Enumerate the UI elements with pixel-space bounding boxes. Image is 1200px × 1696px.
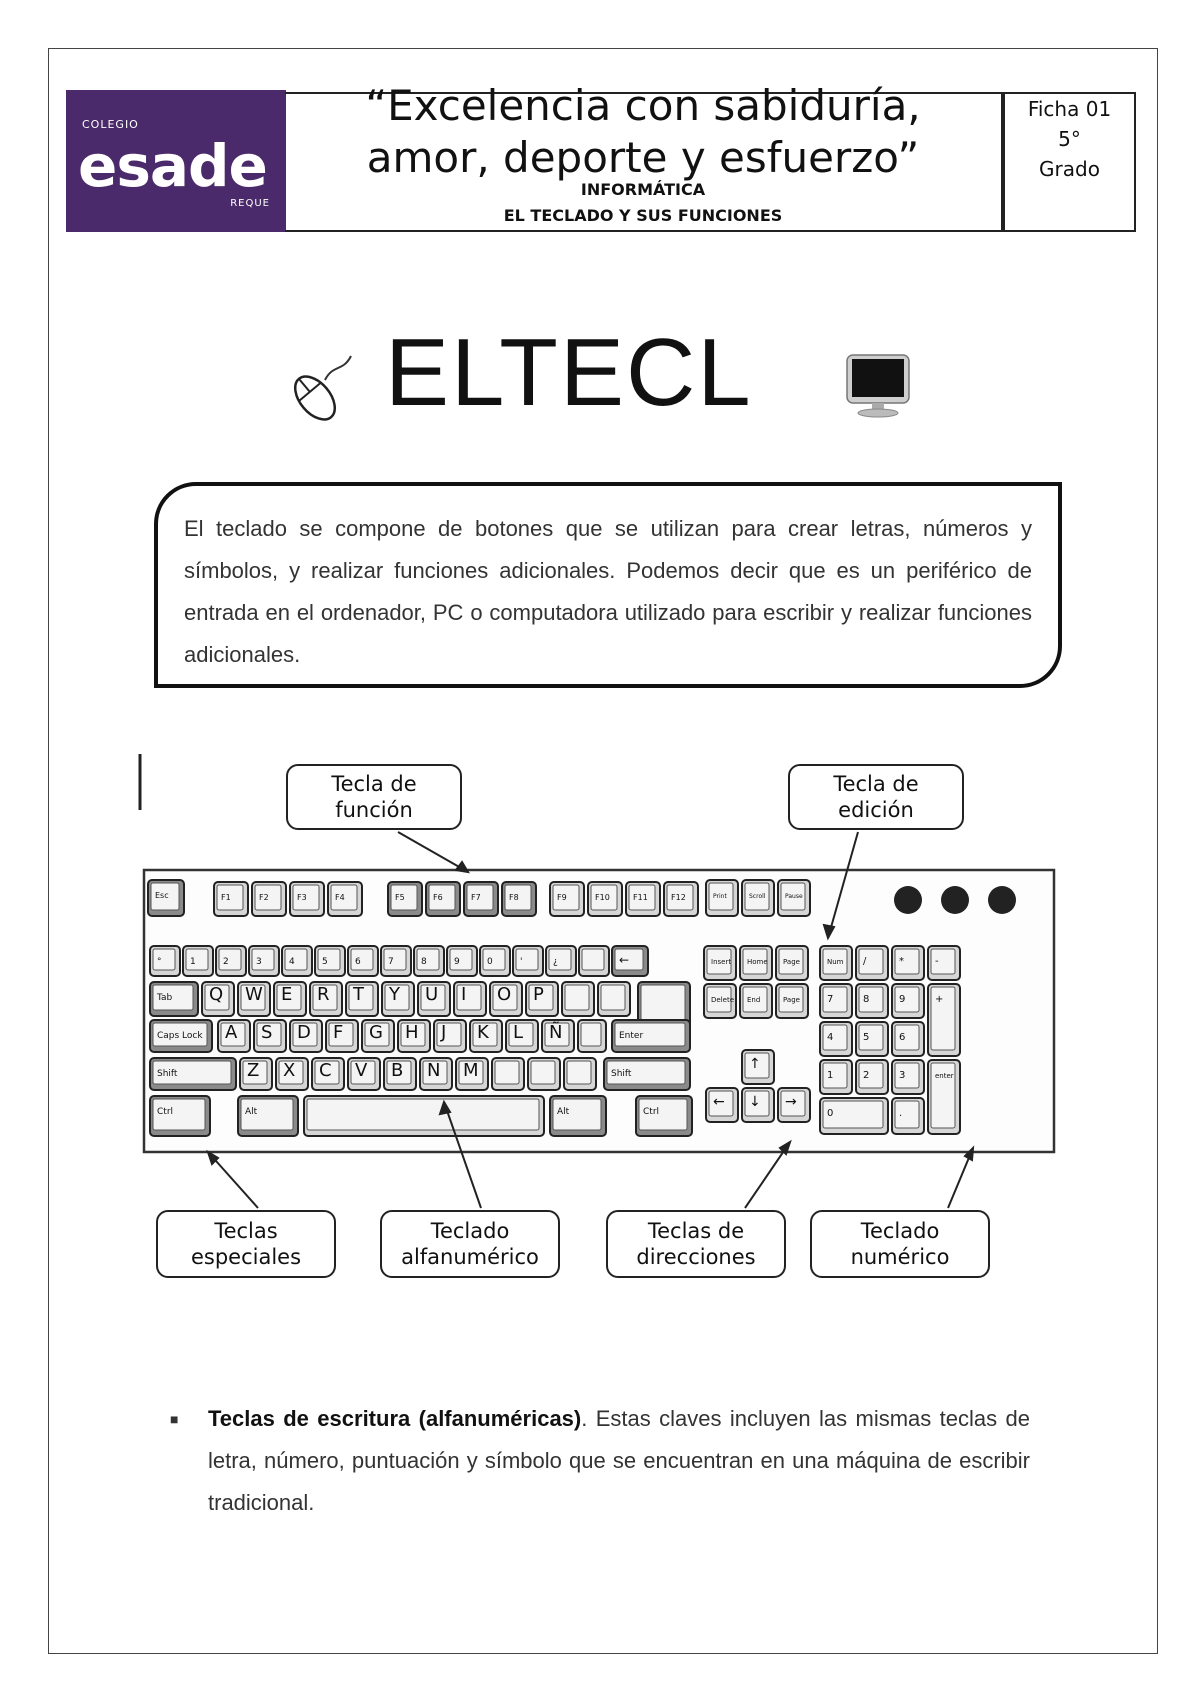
label-function-keys bbox=[286, 764, 462, 830]
key-g-label: G bbox=[369, 1022, 383, 1043]
key-num-3 bbox=[249, 946, 279, 976]
key-r-label: R bbox=[317, 984, 330, 1005]
key-b-label: B bbox=[391, 1060, 404, 1081]
keyboard-figure bbox=[138, 750, 1058, 1290]
label-direction-line1: Teclas de bbox=[647, 1219, 745, 1243]
key-num-5 bbox=[315, 946, 345, 976]
key-np-plus bbox=[928, 984, 960, 1056]
key-v bbox=[348, 1058, 380, 1090]
key-num-12-label: ¿ bbox=[553, 957, 558, 967]
key-sys-2 bbox=[778, 880, 810, 916]
key-esc-label: Esc bbox=[155, 891, 169, 900]
key-f11 bbox=[626, 882, 660, 916]
key-backspace bbox=[612, 946, 648, 976]
key-c-label: C bbox=[319, 1060, 332, 1081]
motto-line-1: “Excelencia con sabiduría, bbox=[365, 81, 921, 130]
monitor-icon bbox=[845, 353, 911, 419]
label-numeric-keys bbox=[810, 1210, 990, 1278]
motto-line-2: amor, deporte y esfuerzo” bbox=[366, 133, 920, 182]
key-np-decimal bbox=[892, 1098, 924, 1134]
key-num-12 bbox=[546, 946, 576, 976]
label-function-line2: función bbox=[335, 798, 413, 822]
key-np-plus-label: + bbox=[935, 994, 944, 1005]
label-alphanumeric-keys bbox=[380, 1210, 560, 1278]
key-num-7 bbox=[381, 946, 411, 976]
key-alt bbox=[238, 1096, 298, 1136]
grade-number: 5° bbox=[1058, 127, 1081, 151]
key-backspace-label: ← bbox=[619, 953, 630, 967]
key-f8 bbox=[502, 882, 536, 916]
key-edit-1-label: Home bbox=[747, 958, 768, 966]
key-f6-label: F6 bbox=[433, 893, 443, 902]
key-arrow-left-label: ← bbox=[713, 1094, 725, 1110]
key-arrow-down-label: ↓ bbox=[749, 1094, 761, 1110]
label-special-line1: Teclas bbox=[214, 1219, 278, 1243]
key-num-11-label: ' bbox=[520, 957, 523, 967]
key-x-label: X bbox=[283, 1060, 296, 1081]
key-np-multiply-label: * bbox=[899, 956, 904, 967]
key-f6 bbox=[426, 882, 460, 916]
key-num-7-label: 7 bbox=[388, 957, 394, 967]
key-e-label: E bbox=[281, 984, 293, 1005]
key-x bbox=[276, 1058, 308, 1090]
key-n-label: N bbox=[427, 1060, 441, 1081]
key-ctrl-right-label: Ctrl bbox=[643, 1107, 660, 1117]
key-arrow-up bbox=[742, 1050, 774, 1084]
key-a bbox=[218, 1020, 250, 1052]
key-g bbox=[362, 1020, 394, 1052]
key-j-label: J bbox=[441, 1022, 447, 1043]
key-f3 bbox=[290, 882, 324, 916]
key-f-label: F bbox=[333, 1022, 344, 1043]
school-motto bbox=[285, 80, 1001, 184]
key-np-9-label: 9 bbox=[899, 994, 906, 1005]
key-np-1 bbox=[820, 1060, 852, 1094]
key-sys-2-label: Pause bbox=[785, 893, 803, 900]
key-num-6-label: 6 bbox=[355, 957, 361, 967]
key-f7-label: F7 bbox=[471, 893, 481, 902]
key-np-6 bbox=[892, 1022, 924, 1056]
key-np-2 bbox=[856, 1060, 888, 1094]
key-f4-label: F4 bbox=[335, 893, 345, 902]
bullet-body: . Estas claves incluyen las mismas teclas de letra, número, puntuación y símbolo que se encuentran en una máquina de escribir tradicional. bbox=[208, 1406, 1030, 1515]
key-np-2-label: 2 bbox=[863, 1070, 870, 1081]
key-d bbox=[290, 1020, 322, 1052]
key-np-8 bbox=[856, 984, 888, 1018]
key-np-1-label: 1 bbox=[827, 1070, 834, 1081]
key-edit-5 bbox=[776, 984, 808, 1018]
key-t-label: T bbox=[353, 984, 364, 1005]
key-enie bbox=[542, 1020, 574, 1052]
logo-colegio: COLEGIO bbox=[82, 118, 139, 131]
key-n bbox=[420, 1058, 452, 1090]
key-np-5-label: 5 bbox=[863, 1032, 870, 1043]
key-k bbox=[470, 1020, 502, 1052]
key-d-label: D bbox=[297, 1022, 311, 1043]
header-box bbox=[285, 81, 1003, 232]
label-edit-line1: Tecla de bbox=[833, 772, 919, 796]
key-sys-1 bbox=[742, 880, 774, 916]
key-num-8-label: 8 bbox=[421, 957, 427, 967]
key-num-0 bbox=[150, 946, 180, 976]
key-f bbox=[326, 1020, 358, 1052]
definition-box: El teclado se compone de botones que se utilizan para crear letras, números y símbolos, y realizar funciones adicionales. Podemos decir que es un periférico de entrada en el ordenador, PC o computadora utilizado para escribir y realizar funciones adicionales. bbox=[154, 482, 1062, 688]
key-num-lock bbox=[820, 946, 852, 980]
key-np-divide bbox=[856, 946, 888, 980]
key-alt-gr-label: Alt bbox=[557, 1107, 570, 1117]
key-tab-label: Tab bbox=[157, 993, 173, 1003]
key-bracket-2 bbox=[598, 982, 630, 1016]
key-edit-1 bbox=[740, 946, 772, 980]
key-num-0-label: ° bbox=[157, 957, 162, 967]
key-np-0-label: 0 bbox=[827, 1108, 834, 1119]
key-z bbox=[240, 1058, 272, 1090]
key-f5 bbox=[388, 882, 422, 916]
ficha-number: Ficha 01 bbox=[1027, 97, 1112, 121]
key-enie-label: Ñ bbox=[549, 1022, 563, 1043]
label-numeric-line2: numérico bbox=[850, 1245, 950, 1269]
key-np-5 bbox=[856, 1022, 888, 1056]
key-f7 bbox=[464, 882, 498, 916]
key-q bbox=[202, 982, 234, 1016]
key-e bbox=[274, 982, 306, 1016]
key-ctrl-right bbox=[636, 1096, 692, 1136]
key-np-enter-label: enter bbox=[935, 1072, 954, 1080]
key-num-8 bbox=[414, 946, 444, 976]
key-f10 bbox=[588, 882, 622, 916]
key-s-label: S bbox=[261, 1022, 273, 1043]
key-np-decimal-label: . bbox=[899, 1108, 903, 1119]
key-np-9 bbox=[892, 984, 924, 1018]
key-f8-label: F8 bbox=[509, 893, 519, 902]
key-space bbox=[304, 1096, 544, 1136]
key-np-minus-label: - bbox=[935, 956, 939, 967]
key-caps-lock-label: Caps Lock bbox=[157, 1031, 203, 1041]
label-direction-line2: direcciones bbox=[636, 1245, 756, 1269]
key-f10-label: F10 bbox=[595, 893, 610, 902]
key-h bbox=[398, 1020, 430, 1052]
page-title: ELTECL bbox=[385, 319, 753, 426]
key-np-0 bbox=[820, 1098, 888, 1134]
key-f5-label: F5 bbox=[395, 893, 405, 902]
logo-place: REQUE bbox=[230, 198, 270, 209]
bullet-alphanumeric bbox=[170, 1398, 1030, 1524]
key-z-label: Z bbox=[247, 1060, 260, 1081]
label-numeric-line1: Teclado bbox=[860, 1219, 940, 1243]
key-np-multiply bbox=[892, 946, 924, 980]
key-bracket-1 bbox=[562, 982, 594, 1016]
label-edit-keys bbox=[788, 764, 964, 830]
key-edit-2 bbox=[776, 946, 808, 980]
key-num-11 bbox=[513, 946, 543, 976]
key-y bbox=[382, 982, 414, 1016]
key-arrow-down bbox=[742, 1088, 774, 1122]
key-v-label: V bbox=[355, 1060, 368, 1081]
key-a-label: A bbox=[225, 1022, 238, 1043]
key-w bbox=[238, 982, 270, 1016]
key-f2 bbox=[252, 882, 286, 916]
label-special-keys bbox=[156, 1210, 336, 1278]
key-edit-4 bbox=[740, 984, 772, 1018]
bullet-marker: ■ bbox=[170, 1411, 179, 1427]
key-np-6-label: 6 bbox=[899, 1032, 906, 1043]
key-q-label: Q bbox=[209, 984, 224, 1005]
key-alt-gr bbox=[550, 1096, 606, 1136]
key-sys-0 bbox=[706, 880, 738, 916]
key-i bbox=[454, 982, 486, 1016]
key-np-3-label: 3 bbox=[899, 1070, 906, 1081]
key-shift-left-label: Shift bbox=[157, 1069, 178, 1079]
key-arrow-right-label: → bbox=[785, 1094, 797, 1110]
school-logo bbox=[66, 90, 286, 232]
key-k-label: K bbox=[477, 1022, 489, 1043]
key-u-label: U bbox=[425, 984, 439, 1005]
label-alphanumeric-line1: Teclado bbox=[430, 1219, 510, 1243]
label-special-line2: especiales bbox=[190, 1245, 302, 1269]
key-dash bbox=[564, 1058, 596, 1090]
key-semicolon bbox=[578, 1020, 606, 1052]
key-edit-4-label: End bbox=[747, 996, 761, 1004]
key-arrow-up-label: ↑ bbox=[749, 1056, 761, 1072]
key-num-2-label: 2 bbox=[223, 957, 229, 967]
subject-title: INFORMÁTICA bbox=[580, 180, 706, 199]
key-h-label: H bbox=[405, 1022, 419, 1043]
key-caps-lock bbox=[150, 1020, 212, 1052]
key-y-label: Y bbox=[389, 984, 400, 1005]
key-j bbox=[434, 1020, 466, 1052]
key-np-8-label: 8 bbox=[863, 994, 870, 1005]
key-alt-label: Alt bbox=[245, 1107, 258, 1117]
key-num-10-label: 0 bbox=[487, 957, 493, 967]
key-arrow-right bbox=[778, 1088, 810, 1122]
key-num-9 bbox=[447, 946, 477, 976]
key-enter-label: Enter bbox=[619, 1031, 644, 1041]
key-num-13 bbox=[579, 946, 609, 976]
bullet-bold: Teclas de escritura (alfanuméricas) bbox=[208, 1406, 582, 1431]
key-edit-5-label: Page bbox=[783, 996, 800, 1004]
key-num-4 bbox=[282, 946, 312, 976]
key-np-divide-label: / bbox=[863, 956, 867, 967]
key-b bbox=[384, 1058, 416, 1090]
key-u bbox=[418, 982, 450, 1016]
key-np-4 bbox=[820, 1022, 852, 1056]
keyboard-diagram bbox=[138, 750, 1058, 1290]
key-f4 bbox=[328, 882, 362, 916]
key-enter bbox=[612, 1020, 690, 1052]
key-sys-0-label: Print bbox=[713, 893, 727, 900]
key-esc bbox=[148, 880, 184, 916]
grade-label: Grado bbox=[1039, 157, 1100, 181]
key-t bbox=[346, 982, 378, 1016]
ficha-box bbox=[1003, 92, 1136, 232]
label-alphanumeric-line2: alfanumérico bbox=[401, 1245, 539, 1269]
key-period bbox=[528, 1058, 560, 1090]
key-r bbox=[310, 982, 342, 1016]
key-ctrl-left bbox=[150, 1096, 210, 1136]
key-np-3 bbox=[892, 1060, 924, 1094]
bullet-text bbox=[208, 1398, 1030, 1524]
key-num-3-label: 3 bbox=[256, 957, 262, 967]
key-num-2 bbox=[216, 946, 246, 976]
topic-title: EL TECLADO Y SUS FUNCIONES bbox=[503, 206, 783, 225]
key-num-lock-label: Num bbox=[827, 958, 844, 966]
key-f3-label: F3 bbox=[297, 893, 307, 902]
key-num-5-label: 5 bbox=[322, 957, 328, 967]
key-i-label: I bbox=[461, 984, 467, 1005]
key-shift-right-label: Shift bbox=[611, 1069, 632, 1079]
key-edit-2-label: Page bbox=[783, 958, 800, 966]
key-s bbox=[254, 1020, 286, 1052]
key-num-6 bbox=[348, 946, 378, 976]
key-l-label: L bbox=[513, 1022, 524, 1043]
label-direction-keys bbox=[606, 1210, 786, 1278]
key-ctrl-left-label: Ctrl bbox=[157, 1107, 174, 1117]
key-f9-label: F9 bbox=[557, 893, 567, 902]
key-f1-label: F1 bbox=[221, 893, 231, 902]
key-arrow-left bbox=[706, 1088, 738, 1122]
key-edit-0 bbox=[704, 946, 736, 980]
key-f1 bbox=[214, 882, 248, 916]
key-edit-3 bbox=[704, 984, 736, 1018]
key-m bbox=[456, 1058, 488, 1090]
key-np-7 bbox=[820, 984, 852, 1018]
key-tab bbox=[150, 982, 198, 1016]
key-num-1 bbox=[183, 946, 213, 976]
key-num-4-label: 4 bbox=[289, 957, 295, 967]
key-np-4-label: 4 bbox=[827, 1032, 834, 1043]
key-edit-3-label: Delete bbox=[711, 996, 734, 1004]
logo-name: esade bbox=[78, 132, 267, 200]
key-edit-0-label: Insert bbox=[711, 958, 732, 966]
key-f9 bbox=[550, 882, 584, 916]
key-c bbox=[312, 1058, 344, 1090]
key-f11-label: F11 bbox=[633, 893, 648, 902]
key-p-label: P bbox=[533, 984, 544, 1005]
key-f12 bbox=[664, 882, 698, 916]
key-m-label: M bbox=[463, 1060, 479, 1081]
key-shift-right bbox=[604, 1058, 690, 1090]
key-o bbox=[490, 982, 522, 1016]
key-f12-label: F12 bbox=[671, 893, 686, 902]
key-l bbox=[506, 1020, 538, 1052]
key-np-7-label: 7 bbox=[827, 994, 834, 1005]
key-shift-left bbox=[150, 1058, 236, 1090]
label-function-line1: Tecla de bbox=[331, 772, 417, 796]
key-p bbox=[526, 982, 558, 1016]
label-edit-line2: edición bbox=[838, 798, 914, 822]
key-np-enter bbox=[928, 1060, 960, 1134]
key-num-10 bbox=[480, 946, 510, 976]
key-num-1-label: 1 bbox=[190, 957, 196, 967]
key-sys-1-label: Scroll bbox=[749, 893, 766, 900]
key-num-9-label: 9 bbox=[454, 957, 460, 967]
mouse-icon bbox=[285, 352, 355, 424]
key-w-label: W bbox=[245, 984, 263, 1005]
key-comma bbox=[492, 1058, 524, 1090]
key-f2-label: F2 bbox=[259, 893, 269, 902]
key-o-label: O bbox=[497, 984, 512, 1005]
key-np-minus bbox=[928, 946, 960, 980]
